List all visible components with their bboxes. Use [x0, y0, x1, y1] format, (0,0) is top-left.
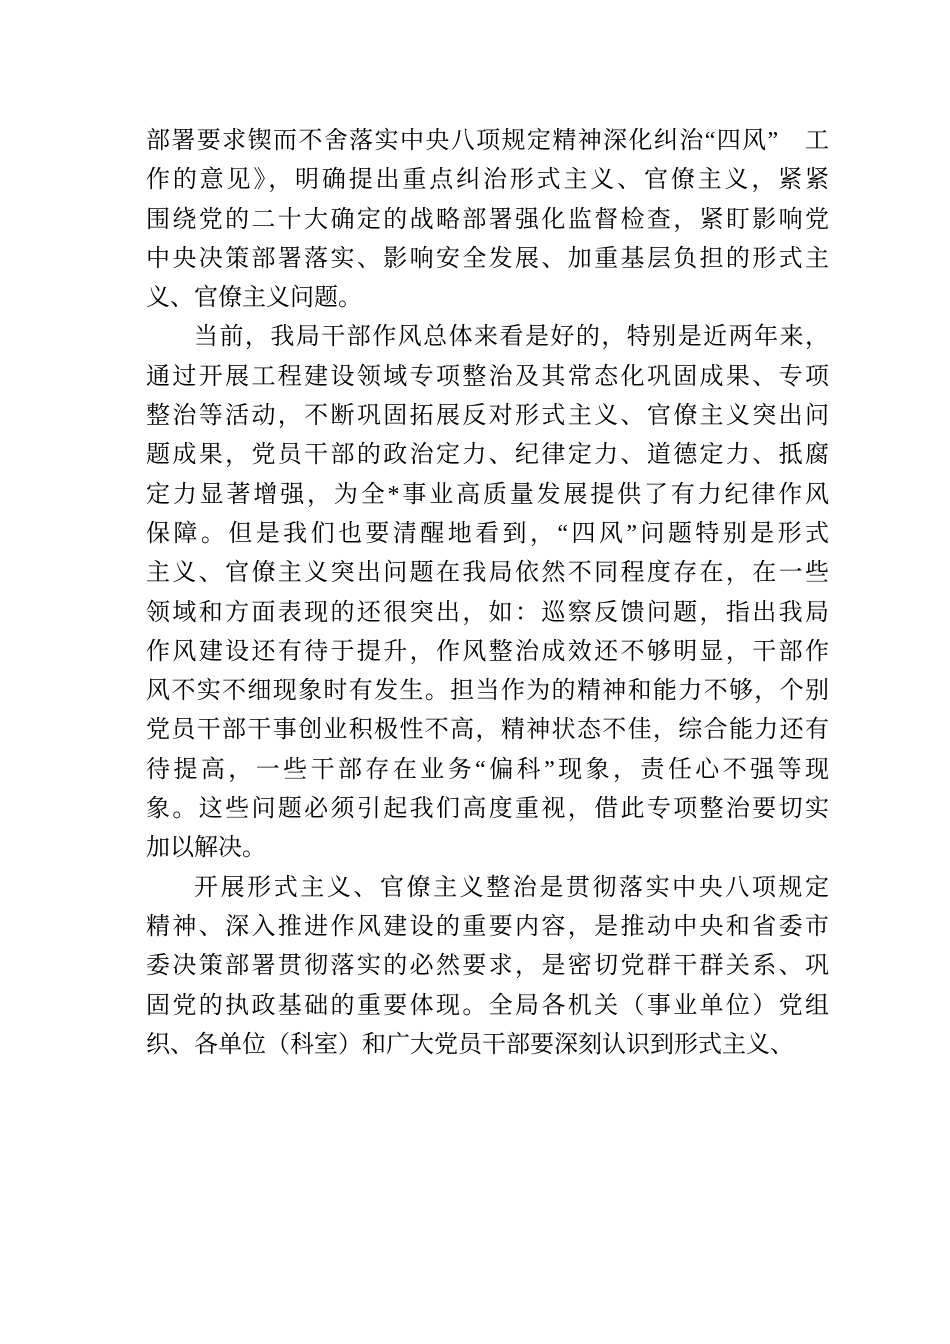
paragraph	[146, 318, 829, 868]
text-line: 作风建设还有待于提升，作风整治成效还不够明显，干部作	[146, 638, 829, 665]
text-line: 待提高，一些干部存在业务“偏科”现象，责任心不强等现	[146, 756, 829, 783]
text-line: 定力显著增强，为全*事业高质量发展提供了有力纪律作风	[146, 481, 829, 508]
text-line: 中央决策部署落实、影响安全发展、加重基层负担的形式主	[146, 245, 829, 272]
text-line: 精神、深入推进作风建设的重要内容，是推动中央和省委市	[146, 913, 829, 940]
text-line: 固党的执政基础的重要体现。全局各机关（事业单位）党组	[146, 992, 829, 1019]
paragraph	[146, 869, 829, 1065]
text-line: 领域和方面表现的还很突出，如：巡察反馈问题，指出我局	[146, 599, 829, 626]
text-line: 风不实不细现象时有发生。担当作为的精神和能力不够，个别	[146, 678, 829, 705]
text-line: 围绕党的二十大确定的战略部署强化监督检查，紧盯影响党	[146, 206, 829, 233]
text-line: 织、各单位（科室）和广大党员干部要深刻认识到形式主义、	[146, 1031, 794, 1058]
text-line: 题成果，党员干部的政治定力、纪律定力、道德定力、抵腐	[146, 442, 829, 469]
text-line: 加以解决。	[146, 835, 266, 862]
document-body-text	[146, 122, 829, 1065]
text-line: 义、官僚主义问题。	[146, 285, 362, 312]
text-line: 象。这些问题必须引起我们高度重视，借此专项整治要切实	[146, 796, 829, 823]
text-line: 部署要求锲而不舍落实中央八项规定精神深化纠治“四风” 工	[146, 128, 829, 154]
text-line: 委决策部署贯彻落实的必然要求，是密切党群干群关系、巩	[146, 953, 829, 980]
text-line: 党员干部干事创业积极性不高，精神状态不佳，综合能力还有	[146, 717, 829, 744]
text-line: 通过开展工程建设领域专项整治及其常态化巩固成果、专项	[146, 363, 829, 390]
text-line: 主义、官僚主义突出问题在我局依然不同程度存在，在一些	[146, 560, 829, 587]
text-line: 保障。但是我们也要清醒地看到，“四风”问题特别是形式	[146, 520, 829, 547]
paragraph	[146, 122, 829, 318]
text-line: 开展形式主义、官僚主义整治是贯彻落实中央八项规定	[194, 874, 829, 901]
text-line: 作的意见》，明确提出重点纠治形式主义、官僚主义，紧紧	[146, 167, 829, 194]
text-line: 当前，我局干部作风总体来看是好的，特别是近两年来，	[194, 324, 829, 351]
text-line: 整治等活动，不断巩固拓展反对形式主义、官僚主义突出问	[146, 403, 829, 430]
